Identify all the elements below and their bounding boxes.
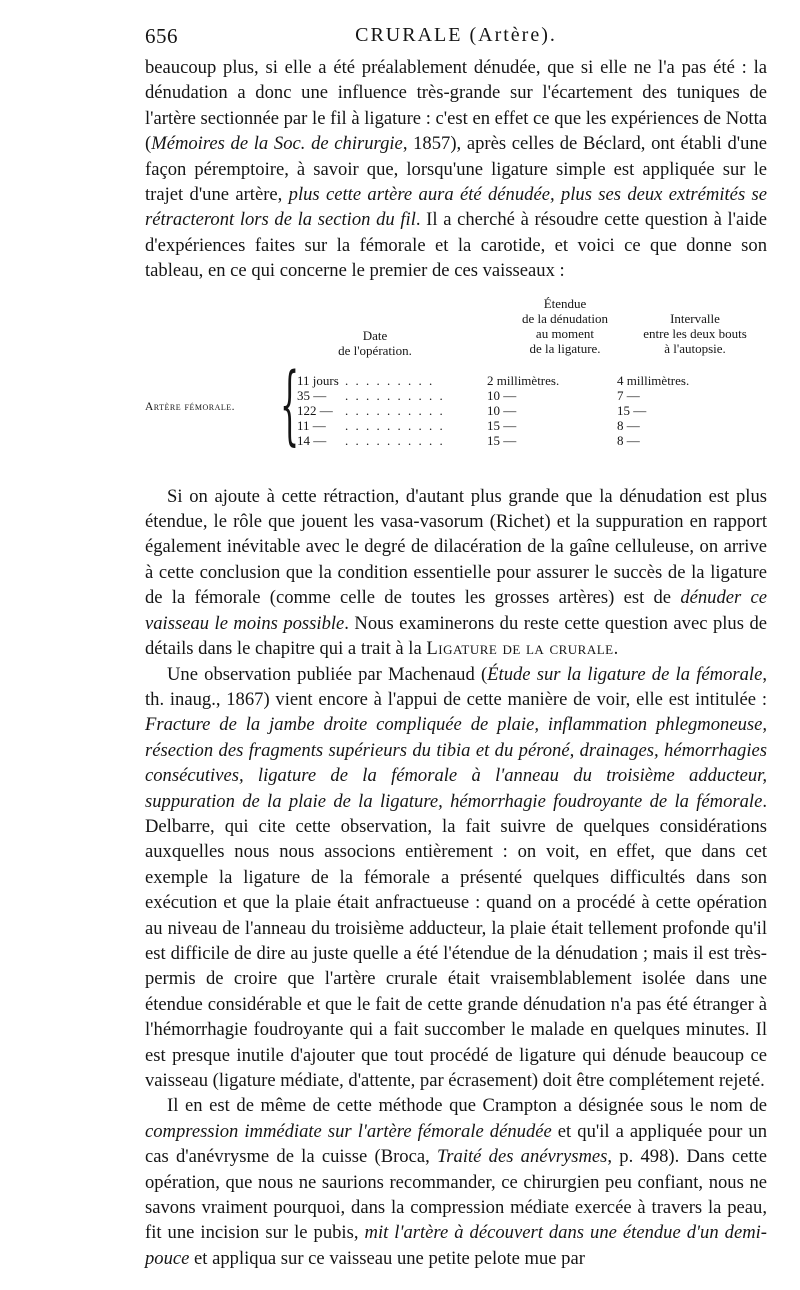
cell-date: 11 — bbox=[297, 417, 326, 433]
page-number: 656 bbox=[145, 24, 178, 48]
para4-text-1: Il en est de même de cette méthode que Crampton a désignée sous le nom de bbox=[167, 1095, 767, 1117]
cell-extent: 15 — bbox=[487, 432, 517, 448]
table-row bbox=[297, 388, 800, 403]
cell-extent: 2 millimètres. bbox=[487, 372, 560, 388]
para3-text-1: Une observation publiée par Machenaud ( bbox=[167, 663, 488, 685]
cell-interval: 4 millimètres. bbox=[617, 372, 690, 388]
para2-smallcaps-1: Ligature de la crurale bbox=[426, 638, 614, 660]
para2-text-2: . Nous examinerons du reste cette question avec plus de détails dans le chapitre qui a trait à la bbox=[145, 612, 767, 660]
table-row bbox=[297, 433, 800, 448]
cell-interval: 8 — bbox=[617, 432, 640, 448]
para4-text-4: et appliqua sur ce vaisseau une petite pelote mue par bbox=[189, 1247, 585, 1269]
table-header-extent: Étendue de la dénudation au moment de la ligature. bbox=[522, 295, 608, 356]
paragraph-1 bbox=[145, 55, 767, 284]
para1-italic-2: plus cette artère aura été dénudée, plus ses deux extrémités se rétracteront lors de la section du fil bbox=[145, 184, 768, 231]
cell-extent: 10 — bbox=[487, 387, 517, 403]
brace-symbol: { bbox=[280, 354, 300, 455]
cell-interval: 8 — bbox=[617, 417, 640, 433]
cell-dots: . . . . . . . . . . bbox=[345, 432, 445, 448]
para3-text-2: , th. inaug., 1867) vient encore à l'appui de cette manière de voir, elle est intitulée : bbox=[145, 663, 767, 710]
cell-dots: . . . . . . . . . . bbox=[345, 417, 445, 433]
cell-dots: . . . . . . . . . bbox=[345, 372, 435, 388]
running-title: CRURALE (Artère). bbox=[355, 24, 557, 46]
paragraph-4 bbox=[145, 1093, 767, 1271]
cell-date: 11 jours bbox=[297, 372, 339, 388]
cell-date: 14 — bbox=[297, 432, 327, 448]
table-header-date: Date de l'opération. bbox=[338, 327, 412, 358]
table-row bbox=[297, 403, 800, 418]
para1-text-2: , 1857), après celles de Béclard, ont établi d'une façon péremptoire, à savoir que, lorsqu'une ligature simple est appliquée sur le trajet d'une artère, bbox=[145, 133, 767, 206]
para3-text-3: . Delbarre, qui cite cette observation, la fait suivre de quelques considérations auxquelles nous nous associons entièrement : on voit, en effet, que dans cet exemple la ligature de la fémorale a présenté quelques difficultés dans son exécution et que la plaie était anfractueuse : quand on a procédé à cette opération au niveau de l'anneau du troisième adducteur, la plaie était tellement profonde qu'il est difficile de dire au juste quelle a été l'étendue de la dénudation ; mais il est très-permis de croire que l'artère crurale était vraisemblablement isolée dans une étendue considérable et que le fait de cette grande dénudation n'a pas été étranger à l'hémorrhagie foudroyante qui a fait succomber le malade en quelques minutes. Il est presque inutile d'ajouter que tout procédé de ligature qui dénude beaucoup ce vaisseau (ligature médiate, d'attente, par écrasement) doit être complétement rejeté. bbox=[145, 790, 767, 1091]
para4-text-2: et qu'il a appliquée pour un cas d'anévrysme de la cuisse (Broca, bbox=[145, 1120, 767, 1168]
para4-italic-3: mit l'artère à découvert dans une étendue d'un demi-pouce bbox=[145, 1222, 767, 1269]
para4-italic-2: Traité des anévrysmes bbox=[436, 1146, 608, 1168]
para3-italic-1: Étude sur la ligature de la fémorale bbox=[487, 663, 763, 685]
cell-interval: 15 — bbox=[617, 402, 647, 418]
body-text bbox=[145, 55, 767, 1271]
para1-italic-1: Mémoires de la Soc. de chirurgie bbox=[151, 133, 403, 155]
cell-interval: 7 — bbox=[617, 387, 640, 403]
data-table bbox=[145, 290, 767, 470]
table-header-interval: Intervalle entre les deux bouts à l'autopsie. bbox=[643, 310, 747, 356]
page-header bbox=[145, 14, 767, 54]
para4-italic-1: compression immédiate sur l'artère fémorale dénudée bbox=[145, 1120, 552, 1142]
table-row-label: Artère fémorale. bbox=[145, 400, 236, 413]
para2-italic-1: dénuder ce vaisseau le moins possible bbox=[145, 587, 767, 634]
cell-extent: 15 — bbox=[487, 417, 517, 433]
cell-date: 122 — bbox=[297, 402, 333, 418]
paragraph-2 bbox=[145, 484, 767, 662]
cell-dots: . . . . . . . . . . bbox=[345, 402, 445, 418]
para4-text-3: , p. 498). Dans cette opération, que nous ne saurions recommander, ce chirurgien peu confiant, nous ne savons vraiment pourquoi, dans la compression médiate exercée à travers la peau, fit une incision sur le pubis, bbox=[145, 1146, 767, 1244]
table-row bbox=[297, 418, 800, 433]
paragraph-3 bbox=[145, 662, 767, 1094]
para1-text-3: . Il a cherché à résoudre cette question à l'aide d'expériences faites sur la fémorale et la carotide, et voici ce que donne son tableau, en ce qui concerne le premier de ces vaisseaux : bbox=[145, 209, 767, 282]
cell-extent: 10 — bbox=[487, 402, 517, 418]
cell-date: 35 — bbox=[297, 387, 327, 403]
para1-text-1: beaucoup plus, si elle a été préalablement dénudée, que si elle ne l'a pas été : la dénudation a donc une influence très-grande sur l'écartement des tuniques de l'artère sectionnée par le fil à ligature : c'est en effet ce que les expériences de Notta ( bbox=[145, 57, 767, 155]
para2-text-3: . bbox=[613, 638, 619, 660]
cell-dots: . . . . . . . . . . bbox=[345, 387, 445, 403]
para2-text-1: Si on ajoute à cette rétraction, d'autant plus grande que la dénudation est plus étendue, le rôle que jouent les vasa-vasorum (Richet) et la suppuration en rapport également inévitable avec le degré de dilacération de la gaîne celluleuse, on arrive à cette conclusion que la condition essentielle pour assurer le succès de la ligature de la fémorale (comme celle de toutes les grosses artères) est de bbox=[145, 485, 767, 609]
table-row bbox=[297, 373, 800, 388]
para3-italic-2: Fracture de la jambe droite compliquée de plaie, inflammation phlegmoneuse, résection des fragments supérieurs du tibia et du péroné, drainages, hémorrhagies consécutives, ligature de la fémorale à l'anneau du troisième adducteur, suppuration de la plaie de la ligature, hémorrhagie foudroyante de la fémorale bbox=[145, 714, 767, 812]
